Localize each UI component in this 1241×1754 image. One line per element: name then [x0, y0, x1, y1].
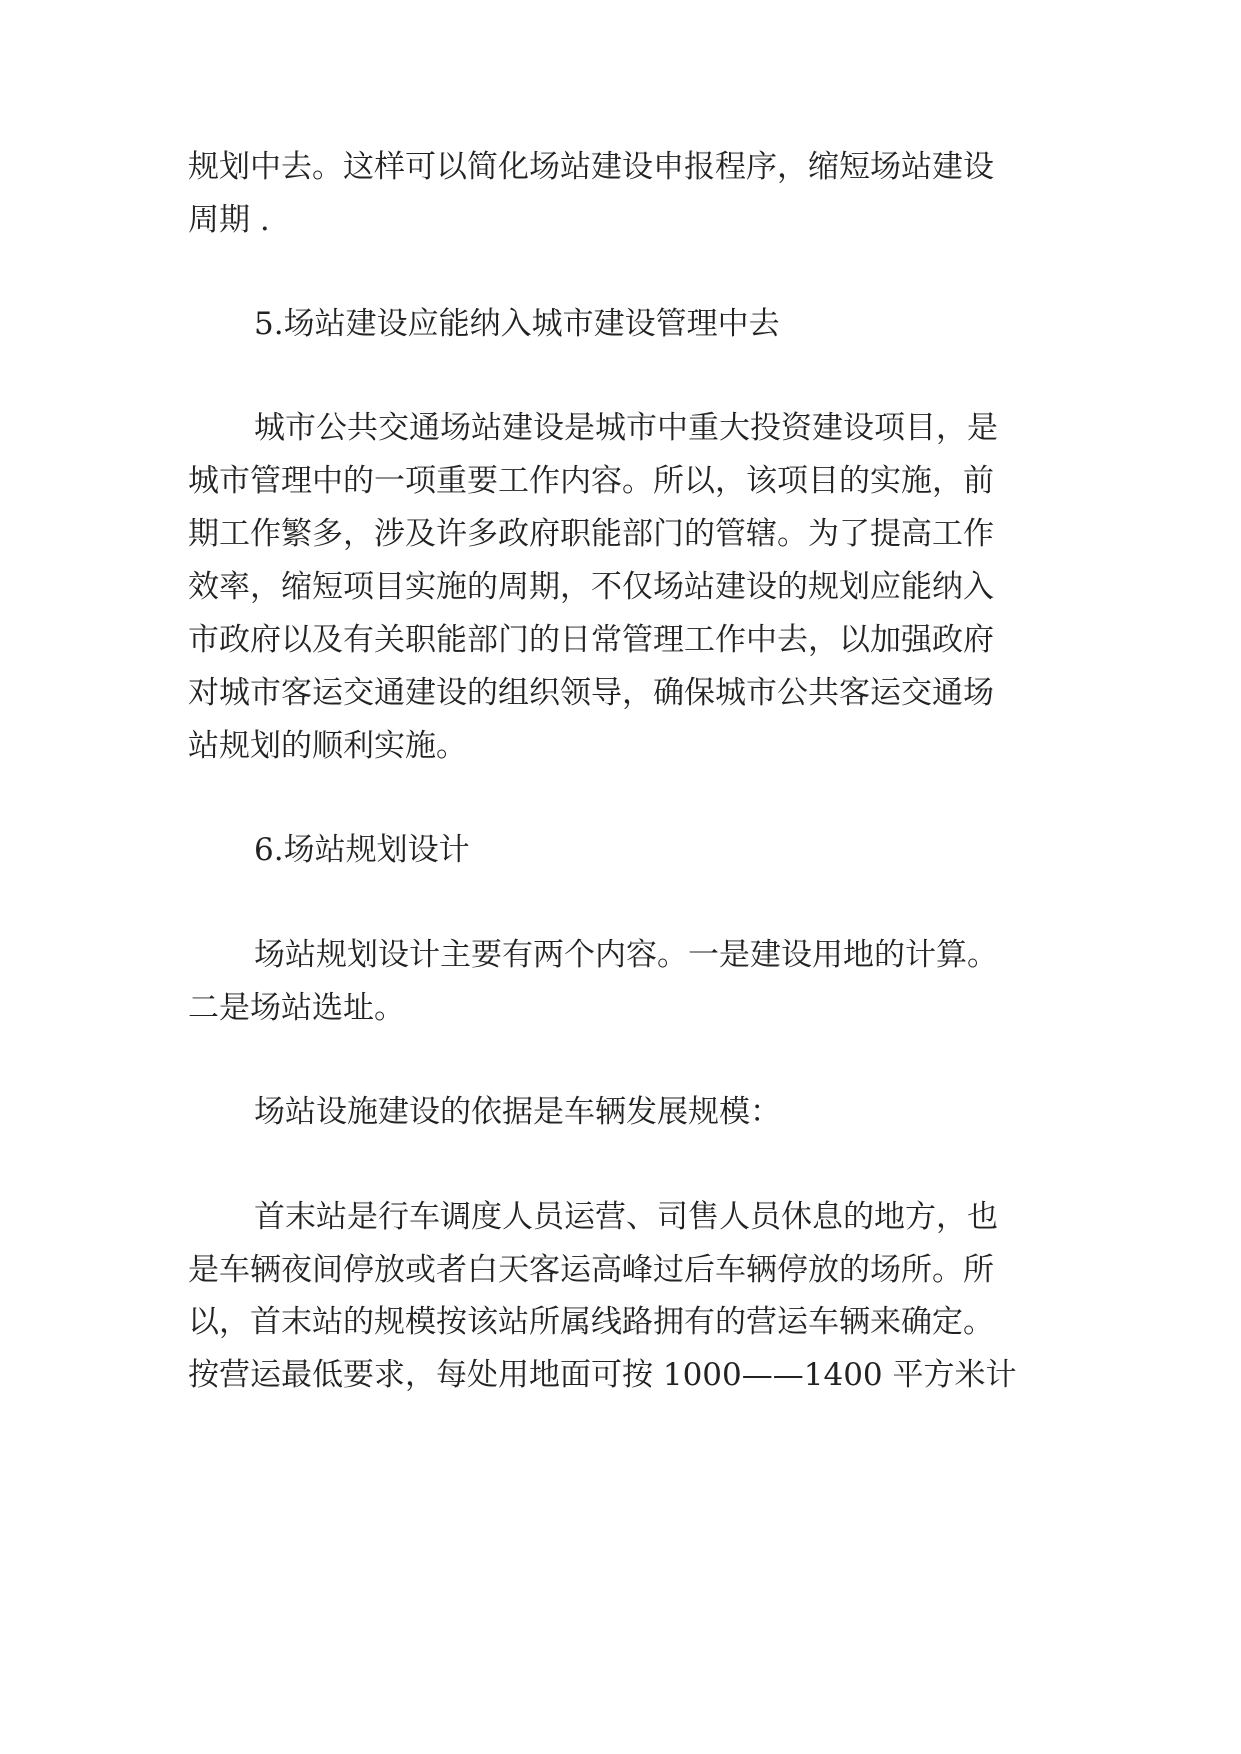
paragraph-line: 周期 .: [188, 202, 270, 238]
paragraph-line: 效率，缩短项目实施的周期，不仅场站建设的规划应能纳入: [188, 569, 994, 605]
paragraph-line: 城市管理中的一项重要工作内容。所以，该项目的实施，前: [188, 463, 994, 499]
paragraph-line: 场站规划设计主要有两个内容。一是建设用地的计算。: [254, 937, 998, 973]
paragraph-line: 站规划的顺利实施。: [188, 728, 467, 764]
paragraph-line: 规划中去。这样可以简化场站建设申报程序，缩短场站建设: [188, 149, 994, 185]
paragraph-line: 城市公共交通场站建设是城市中重大投资建设项目，是: [254, 410, 998, 446]
paragraph-line: 是车辆夜间停放或者白天客运高峰过后车辆停放的场所。所: [188, 1252, 994, 1288]
section-heading: 5.场站建设应能纳入城市建设管理中去: [254, 306, 780, 342]
paragraph-line: 二是场站选址。: [188, 990, 405, 1026]
paragraph-line: 场站设施建设的依据是车辆发展规模：: [254, 1094, 781, 1130]
paragraph-line: 以，首末站的规模按该站所属线路拥有的营运车辆来确定。: [188, 1304, 994, 1340]
paragraph-line: 按营运最低要求，每处用地面可按 1000——1400 平方米计: [188, 1357, 1017, 1393]
paragraph-line: 期工作繁多，涉及许多政府职能部门的管辖。为了提高工作: [188, 516, 994, 552]
paragraph-line: 对城市客运交通建设的组织领导，确保城市公共客运交通场: [188, 675, 994, 711]
paragraph-line: 市政府以及有关职能部门的日常管理工作中去，以加强政府: [188, 622, 994, 658]
section-heading: 6.场站规划设计: [254, 832, 470, 868]
paragraph-line: 首末站是行车调度人员运营、司售人员休息的地方，也: [254, 1199, 998, 1235]
